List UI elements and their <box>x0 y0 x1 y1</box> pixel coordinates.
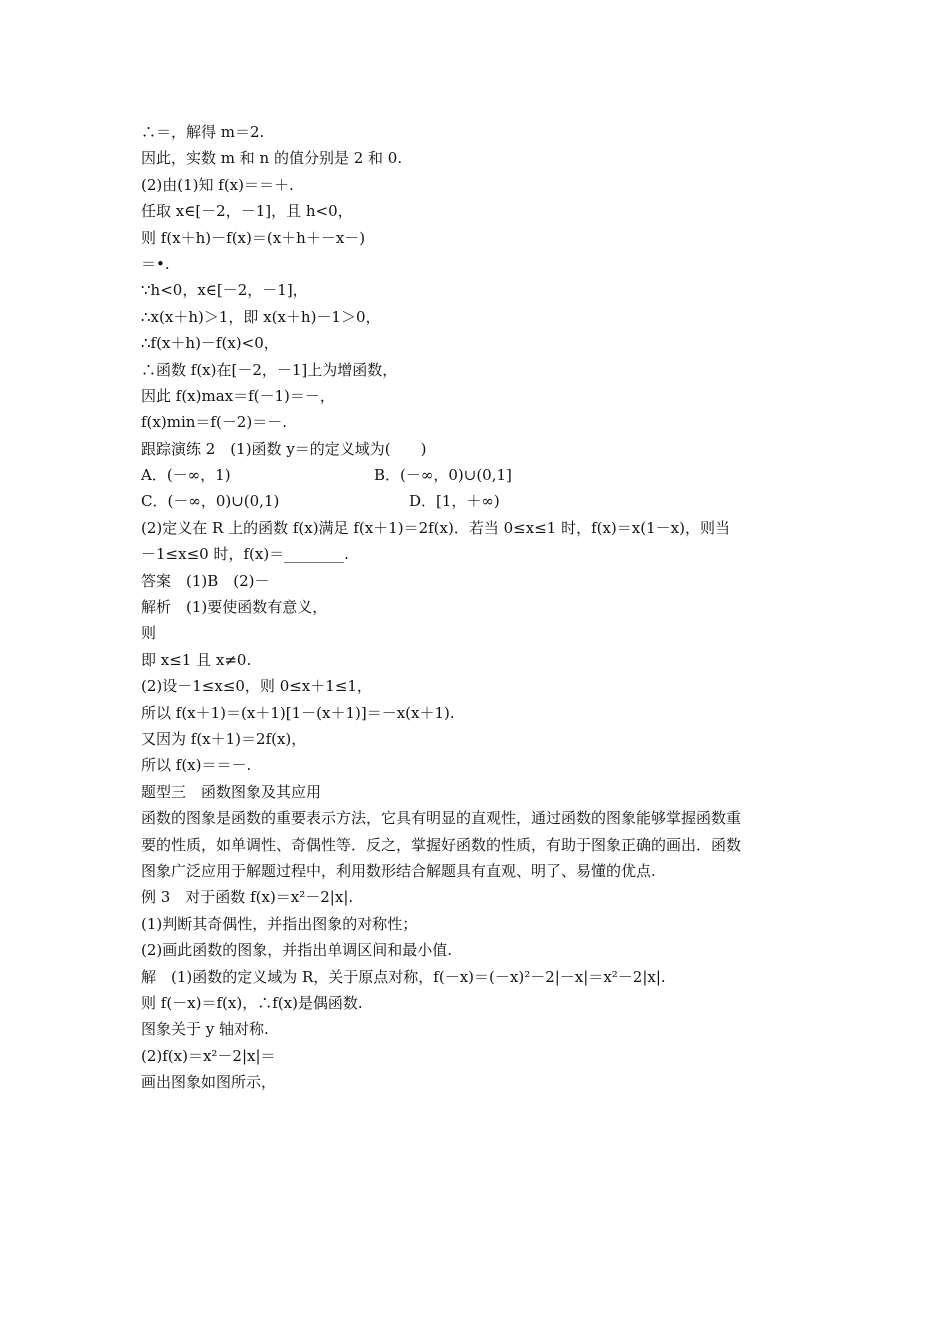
text-line: (2)由(1)知 f(x)＝＝＋. <box>141 175 294 194</box>
text-line: 所以 f(x)＝＝－. <box>141 756 252 775</box>
document-body <box>141 119 821 1095</box>
text-line: 所以 f(x＋1)＝(x＋1)[1－(x＋1)]＝－x(x＋1). <box>141 703 455 722</box>
paragraph-line: 要的性质，如单调性、奇偶性等．反之，掌握好函数的性质，有助于图象正确的画出．函数 <box>141 835 742 854</box>
text-line: 则 <box>141 624 157 643</box>
text-line: 则 f(－x)＝f(x)，∴f(x)是偶函数. <box>141 993 363 1012</box>
text-line: 画出图象如图所示， <box>141 1073 277 1092</box>
answer-options-row <box>141 462 821 488</box>
text-line: ∵h<0，x∈[－2，－1]， <box>141 281 308 300</box>
text-line: －1≤x≤0 时，f(x)＝________. <box>141 545 349 564</box>
text-line: (1)判断其奇偶性，并指出图象的对称性； <box>141 914 418 933</box>
section-heading: 题型三 函数图象及其应用 <box>141 782 322 801</box>
text-line: (2)定义在 R 上的函数 f(x)满足 f(x＋1)＝2f(x)．若当 0≤x≤1 时，f(x)＝x(1－x)，则当 <box>141 518 730 537</box>
paragraph-line: 图象广泛应用于解题过程中，利用数形结合解题具有直观、明了、易懂的优点. <box>141 861 656 880</box>
text-line: 因此 f(x)max＝f(－1)＝－， <box>141 386 335 405</box>
option-c: C．(－∞，0)∪(0,1) <box>141 492 280 511</box>
option-a: A．(－∞，1) <box>141 466 231 485</box>
text-line: (2)画此函数的图象，并指出单调区间和最小值. <box>141 941 453 960</box>
text-line: ∴f(x＋h)－f(x)<0， <box>141 334 279 353</box>
intro-paragraph <box>141 805 821 884</box>
text-line: f(x)min＝f(－2)＝－. <box>141 413 287 432</box>
text-line: 因此，实数 m 和 n 的值分别是 2 和 0. <box>141 149 403 168</box>
text-line: ∴x(x＋h)＞1，即 x(x＋h)－1＞0， <box>141 307 381 326</box>
text-line: 则 f(x＋h)－f(x)＝(x＋h＋－x－) <box>141 228 366 247</box>
text-line: 即 x≤1 且 x≠0. <box>141 650 252 669</box>
text-line: (2)f(x)＝x²－2|x|＝ <box>141 1046 276 1065</box>
option-b: B．(－∞，0)∪(0,1] <box>374 466 512 485</box>
text-line: 图象关于 y 轴对称. <box>141 1020 269 1039</box>
text-line: ∴＝，解得 m＝2. <box>141 123 265 141</box>
answer-options-row <box>141 488 821 514</box>
text-line: 又因为 f(x＋1)＝2f(x)， <box>141 729 307 748</box>
text-line: 任取 x∈[－2，－1]，且 h<0， <box>141 202 353 221</box>
exercise-heading: 跟踪演练 2 (1)函数 y＝的定义域为( ) <box>141 439 427 458</box>
option-d: D．[1，＋∞) <box>409 492 500 511</box>
example-heading: 例 3 对于函数 f(x)＝x²－2|x|. <box>141 888 354 907</box>
text-line: ∴函数 f(x)在[－2，－1]上为增函数， <box>141 360 398 379</box>
solution-line: 解 (1)函数的定义域为 R，关于原点对称，f(－x)＝(－x)²－2|－x|＝x²－2|x|. <box>141 967 666 986</box>
analysis-line: 解析 (1)要使函数有意义， <box>141 598 328 617</box>
text-line: (2)设－1≤x≤0，则 0≤x＋1≤1， <box>141 677 372 696</box>
answer-line: 答案 (1)B (2)－ <box>141 571 270 590</box>
paragraph-line: 函数的图象是函数的重要表示方法，它具有明显的直观性，通过函数的图象能够掌握函数重 <box>141 809 742 828</box>
text-line: ＝•. <box>141 254 170 273</box>
